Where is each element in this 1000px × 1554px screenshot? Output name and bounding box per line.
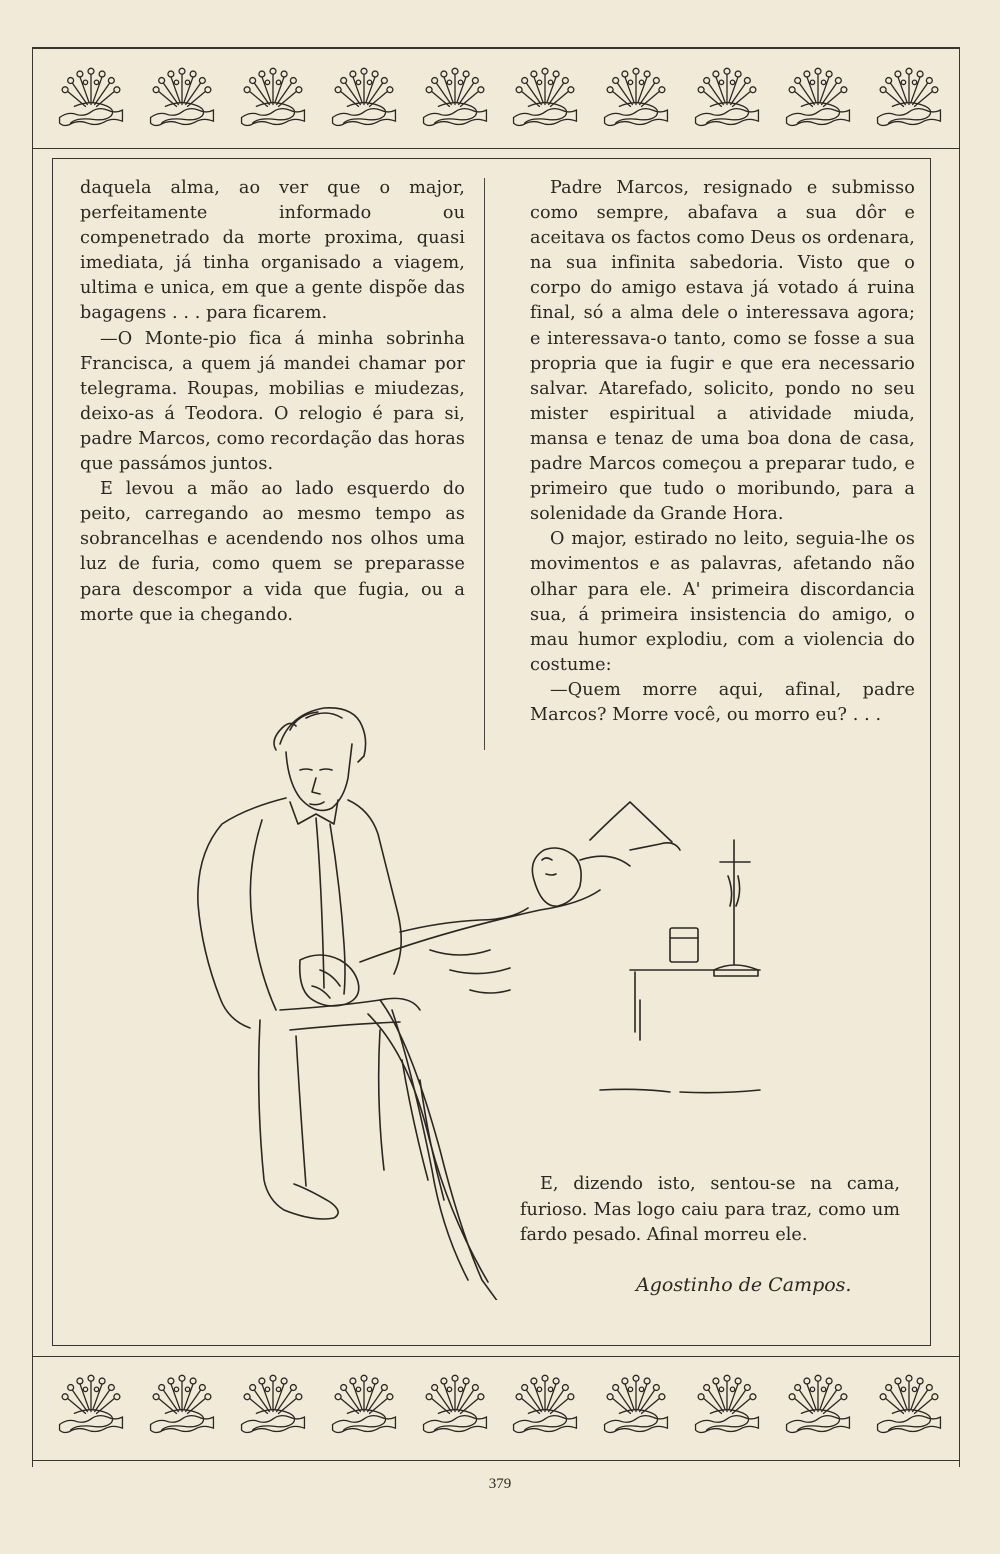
inner-top-rule [52,158,931,159]
floral-ornament-icon [236,62,310,140]
inner-left-rule [52,158,53,1346]
floral-ornament-icon [599,1369,673,1447]
footer-lower-rule [32,1460,960,1461]
author-signature: Agostinho de Campos. [636,1274,852,1296]
floral-ornament-icon [781,1369,855,1447]
closing-paragraph-block [520,1172,900,1249]
floral-ornament-icon [145,1369,219,1447]
floral-ornament-icon [54,62,128,140]
floral-ornament-icon [54,1369,128,1447]
floral-ornament-icon [327,1369,401,1447]
page-number: 379 [488,1476,512,1492]
ornament-band-top [40,57,960,145]
frame-top-rule [32,47,960,49]
floral-ornament-icon [418,1369,492,1447]
floral-ornament-icon [690,1369,764,1447]
paragraph: daquela alma, ao ver que o major, perfeitamente informado ou compenetrado da morte proxima, quasi imediata, já tinha organisado a viagem, ultima e unica, em que a gente dispõe das bagagens . . . para ficarem. [80,178,465,324]
inner-right-rule [930,158,931,1346]
floral-ornament-icon [508,1369,582,1447]
paragraph: —Quem morre aqui, afinal, padre Marcos? Morre você, ou morro eu? . . . [530,679,915,725]
floral-ornament-icon [781,62,855,140]
floral-ornament-icon [508,62,582,140]
ornament-band-bottom [40,1364,960,1452]
footer-upper-rule [32,1356,960,1357]
right-text-column [530,176,915,728]
frame-left-rule [32,47,33,1467]
floral-ornament-icon [236,1369,310,1447]
paragraph: E levou a mão ao lado esquerdo do peito, carregando ao mesmo tempo as sobrancelhas e acendendo nos olhos uma luz de furia, como quem se preparasse para descompor a vida que fugia, ou a morte que ia chegando. [80,479,465,625]
column-divider [484,178,485,750]
paragraph: O major, estirado no leito, seguia-lhe os movimentos e as palavras, afetando não olhar para ele. A' primeira discordancia sua, á primeira insistencia do amigo, o mau humor explodiu, com a violencia do costume: [530,529,915,675]
left-text-column [80,176,465,628]
paragraph: —O Monte-pio fica á minha sobrinha Francisca, a quem já mandei chamar por telegrama. Roupas, mobilias e miudezas, deixo-as á Teodora. O relogio é para si, padre Marcos, como recordação das horas que passámos juntos. [80,328,465,475]
floral-ornament-icon [145,62,219,140]
floral-ornament-icon [872,1369,946,1447]
frame-right-rule [959,47,960,1467]
paragraph: E, dizendo isto, sentou-se na cama, furioso. Mas logo caiu para traz, como um fardo pesado. Afinal morreu ele. [520,1174,900,1245]
header-lower-rule [32,148,960,149]
floral-ornament-icon [872,62,946,140]
floral-ornament-icon [327,62,401,140]
floral-ornament-icon [690,62,764,140]
floral-ornament-icon [418,62,492,140]
paragraph: Padre Marcos, resignado e submisso como sempre, abafava a sua dôr e aceitava os factos como Deus os ordenara, na sua infinita sabedoria. Visto que o corpo do amigo estava já votado á ruina final, só a alma dele o interessava agora; e interessava-o tanto, como se fosse a sua propria que ia fugir e que era necessario salvar. Atarefado, solicito, pondo no seu mister espiritual a atividade miuda, mansa e tenaz de uma boa dona de casa, padre Marcos começou a preparar tudo, e primeiro que tudo o moribundo, para a solenidade da Grande Hora. [530,178,915,525]
inner-bottom-rule [52,1345,931,1346]
floral-ornament-icon [599,62,673,140]
